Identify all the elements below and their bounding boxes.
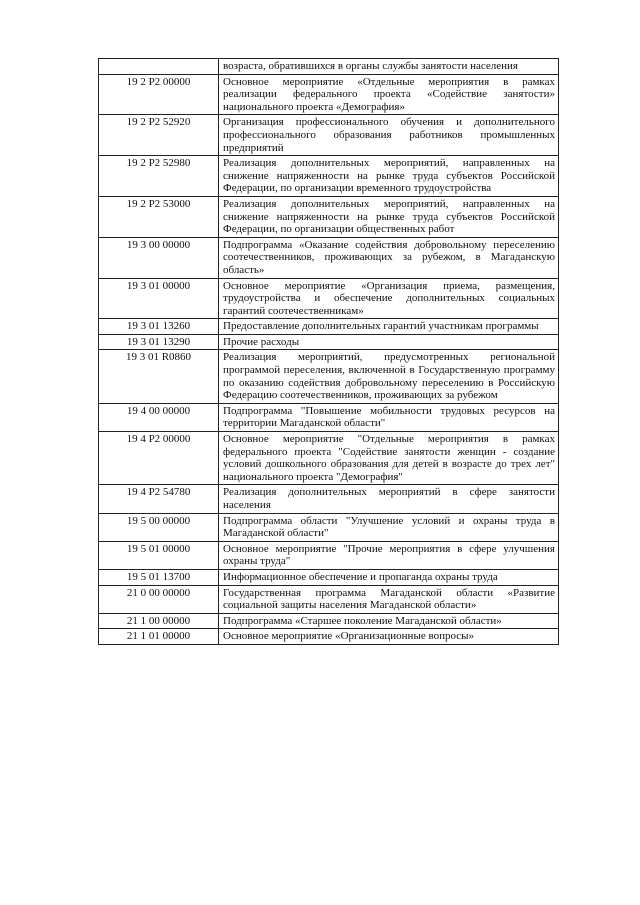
row-name-cell: Реализация мероприятий, предусмотренных региональной программой переселения, включенной в Государственную программу по оказанию содействия добровольному переселению в Российскую Федерацию соотечественников, проживающих за рубежом — [219, 350, 559, 403]
row-name-cell: Подпрограмма «Старшее поколение Магаданской области» — [219, 613, 559, 629]
row-name-cell: Основное мероприятие «Отдельные мероприятия в рамках реализации федерального проекта «Содействие занятости» национального проекта «Демография» — [219, 74, 559, 115]
row-code-cell: 21 1 01 00000 — [99, 629, 219, 645]
row-name-cell: Прочие расходы — [219, 334, 559, 350]
row-code-cell: 19 3 01 13260 — [99, 319, 219, 335]
row-name-cell: Основное мероприятие «Организация приема, размещения, трудоустройства и обеспечение дополнительных социальных гарантий соотечественникам» — [219, 278, 559, 319]
table-row — [99, 59, 559, 75]
row-code-cell: 19 2 P2 52980 — [99, 156, 219, 197]
row-name-cell: возраста, обратившихся в органы службы занятости населения — [219, 59, 559, 75]
row-code-cell: 19 5 01 00000 — [99, 541, 219, 569]
row-code-cell: 19 2 P2 00000 — [99, 74, 219, 115]
row-name-cell: Подпрограмма области "Улучшение условий и охраны труда в Магаданской области" — [219, 513, 559, 541]
row-name-cell: Основное мероприятие "Прочие мероприятия в сфере улучшения охраны труда" — [219, 541, 559, 569]
table-row — [99, 541, 559, 569]
table-row — [99, 115, 559, 156]
row-code-cell: 19 4 00 00000 — [99, 403, 219, 431]
row-name-cell: Информационное обеспечение и пропаганда охраны труда — [219, 569, 559, 585]
table-row — [99, 74, 559, 115]
table-row — [99, 403, 559, 431]
table-row — [99, 585, 559, 613]
row-code-cell: 19 3 01 00000 — [99, 278, 219, 319]
table-row — [99, 350, 559, 403]
row-name-cell: Государственная программа Магаданской области «Развитие социальной защиты населения Магаданской области» — [219, 585, 559, 613]
row-code-cell: 19 3 01 13290 — [99, 334, 219, 350]
row-code-cell: 19 3 00 00000 — [99, 237, 219, 278]
table-row — [99, 278, 559, 319]
table-row — [99, 237, 559, 278]
table-row — [99, 432, 559, 485]
row-name-cell: Основное мероприятие "Отдельные мероприятия в рамках федерального проекта "Содействие занятости женщин - создание условий дошкольного образования для детей в возрасте до трех лет" национального проекта "Демография" — [219, 432, 559, 485]
row-name-cell: Основное мероприятие «Организационные вопросы» — [219, 629, 559, 645]
row-name-cell: Реализация дополнительных мероприятий в сфере занятости населения — [219, 485, 559, 513]
table-row — [99, 319, 559, 335]
row-name-cell: Реализация дополнительных мероприятий, направленных на снижение напряженности на рынке труда субъектов Российской Федерации, по организации временного трудоустройства — [219, 156, 559, 197]
row-code-cell: 19 2 P2 52920 — [99, 115, 219, 156]
row-code-cell: 19 5 00 00000 — [99, 513, 219, 541]
table-row — [99, 629, 559, 645]
row-name-cell: Организация профессионального обучения и дополнительного профессионального образования работников промышленных предприятий — [219, 115, 559, 156]
table-row — [99, 196, 559, 237]
table-row — [99, 156, 559, 197]
table-row — [99, 613, 559, 629]
row-code-cell: 19 2 P2 53000 — [99, 196, 219, 237]
table-row — [99, 569, 559, 585]
table-row — [99, 334, 559, 350]
row-code-cell: 19 4 P2 54780 — [99, 485, 219, 513]
row-name-cell: Подпрограмма «Оказание содействия добровольному переселению соотечественников, проживающих за рубежом, в Магаданскую область» — [219, 237, 559, 278]
row-code-cell — [99, 59, 219, 75]
table-row — [99, 513, 559, 541]
row-name-cell: Реализация дополнительных мероприятий, направленных на снижение напряженности на рынке труда субъектов Российской Федерации, по организации общественных работ — [219, 196, 559, 237]
row-name-cell: Подпрограмма "Повышение мобильности трудовых ресурсов на территории Магаданской области" — [219, 403, 559, 431]
table-row — [99, 485, 559, 513]
row-code-cell: 19 5 01 13700 — [99, 569, 219, 585]
row-code-cell: 21 0 00 00000 — [99, 585, 219, 613]
row-name-cell: Предоставление дополнительных гарантий участникам программы — [219, 319, 559, 335]
row-code-cell: 19 3 01 R0860 — [99, 350, 219, 403]
row-code-cell: 19 4 P2 00000 — [99, 432, 219, 485]
row-code-cell: 21 1 00 00000 — [99, 613, 219, 629]
table-body — [99, 59, 559, 645]
budget-classification-table — [98, 58, 559, 645]
